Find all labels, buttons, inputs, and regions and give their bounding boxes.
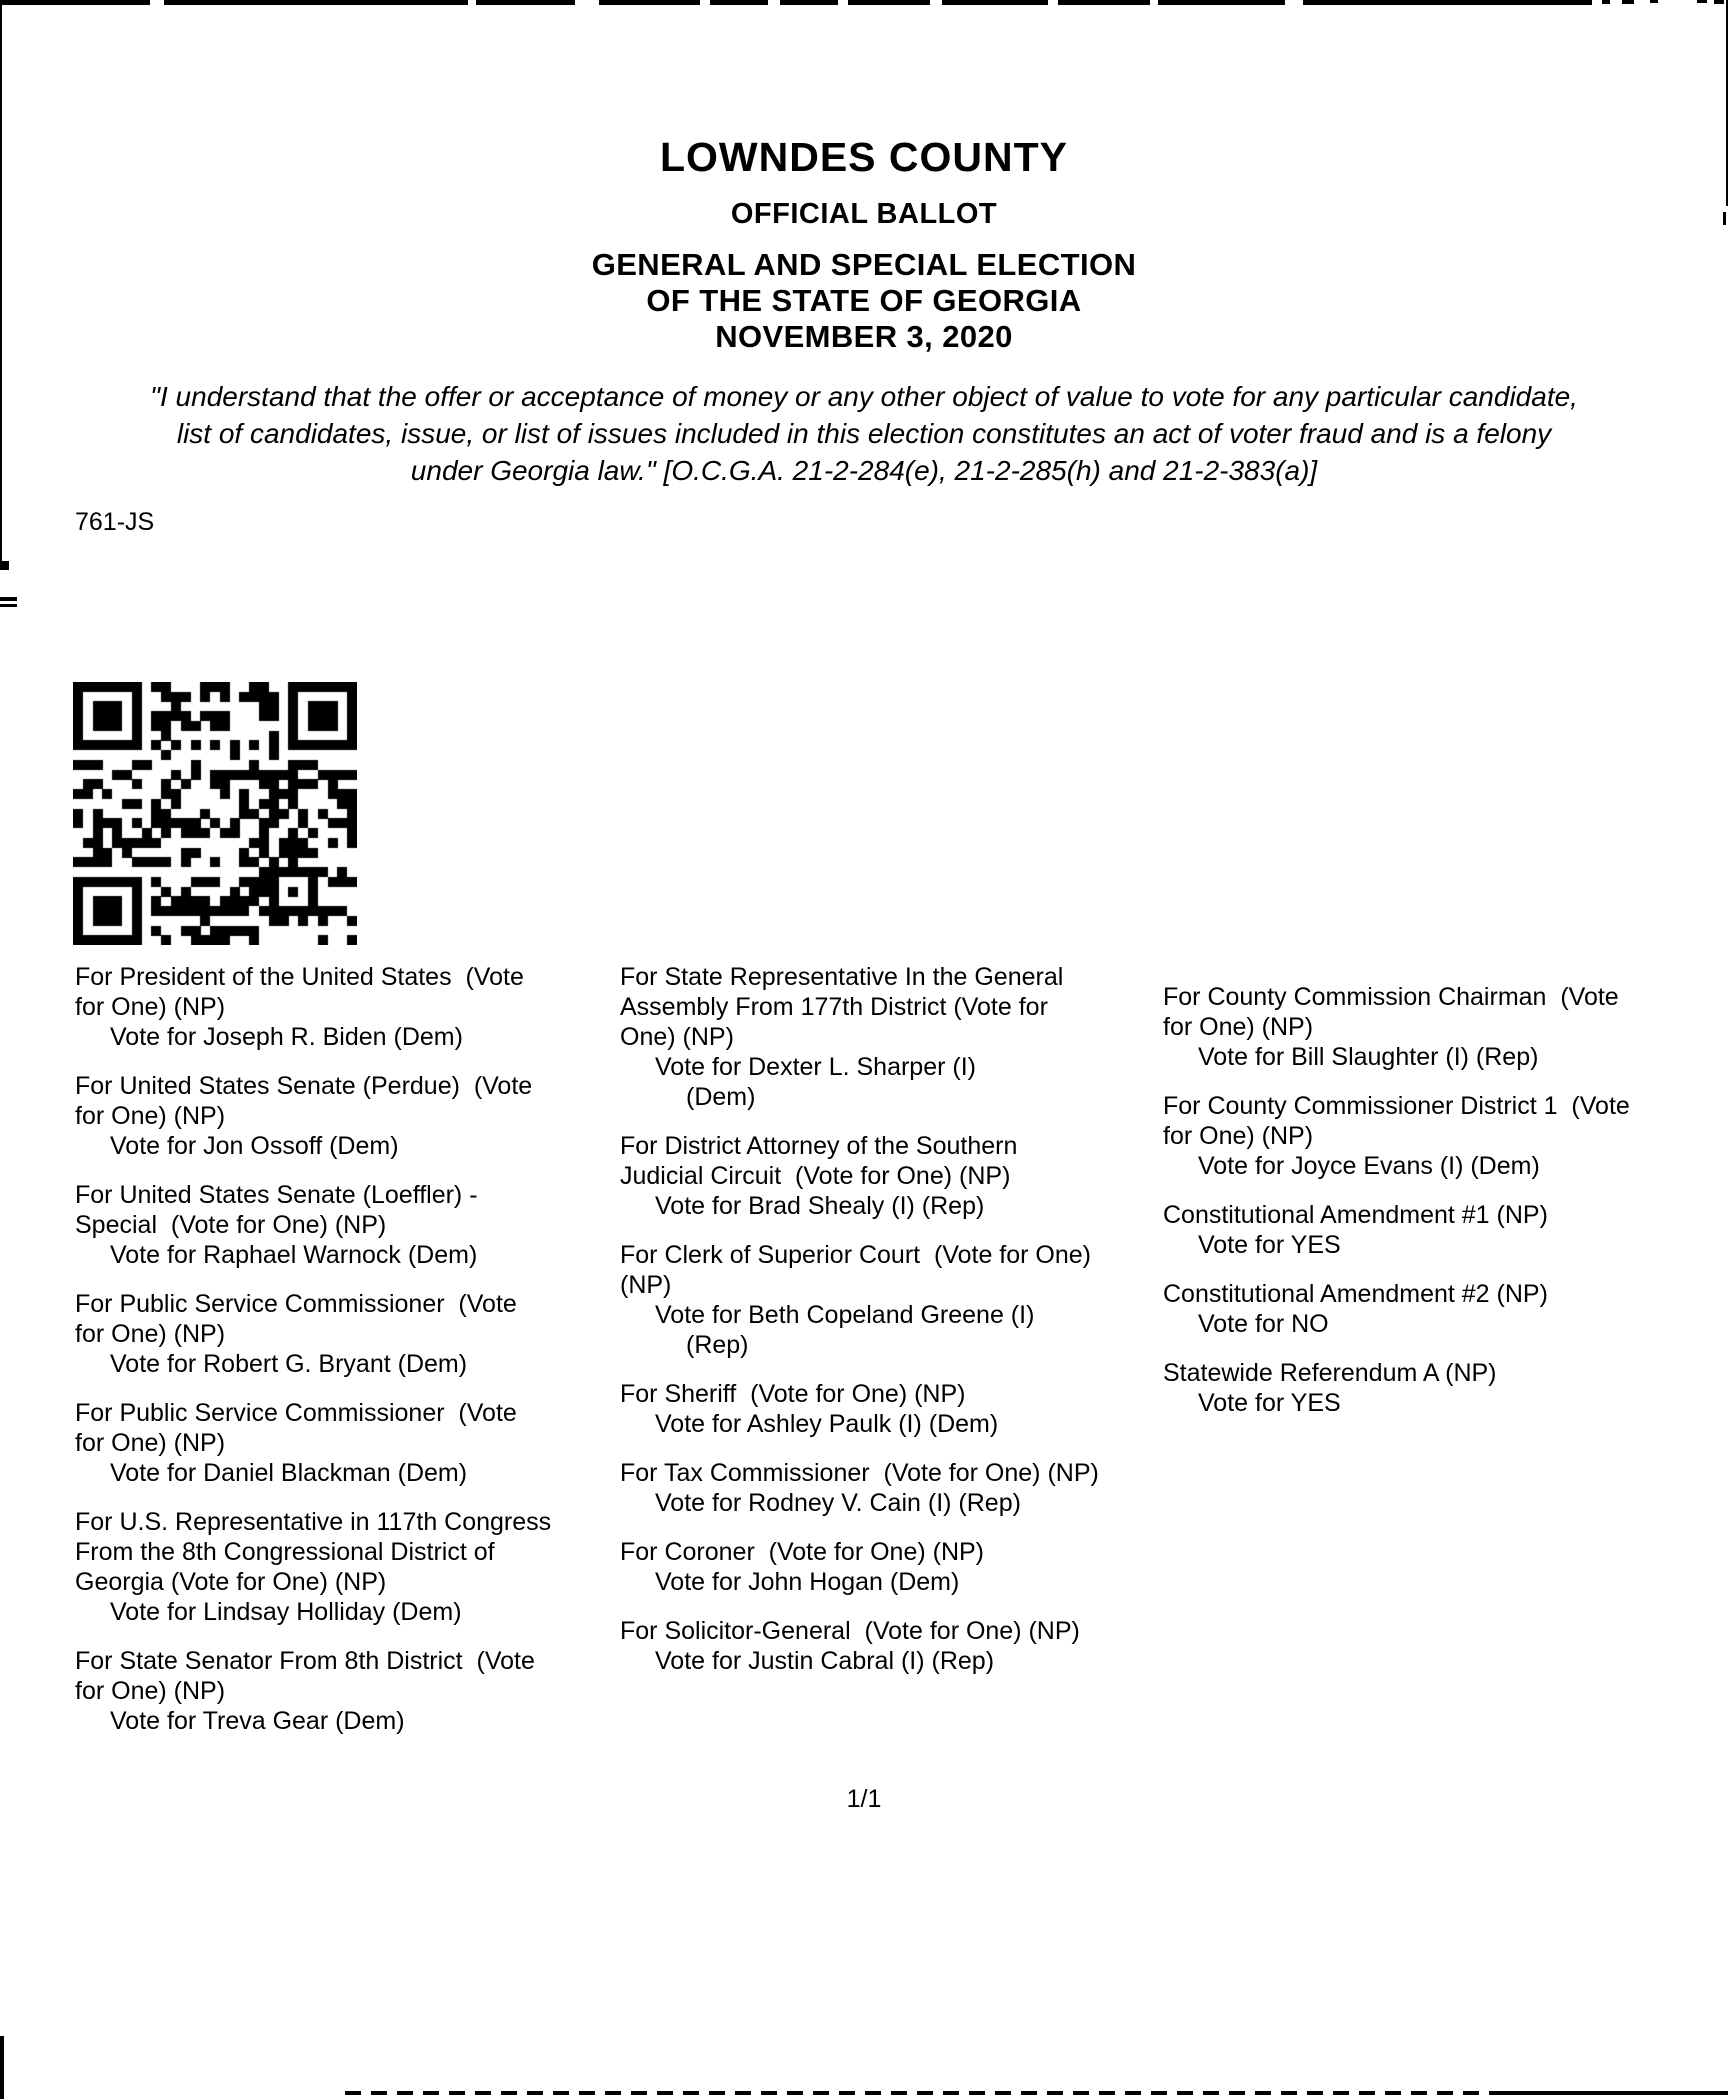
contest-title: For United States Senate (Loeffler) - Special (Vote for One) (NP) <box>75 1181 478 1239</box>
contest-selection: Vote for Ashley Paulk (I) (Dem) <box>655 1410 999 1438</box>
contest-selection: Vote for Rodney V. Cain (I) (Rep) <box>655 1489 1021 1517</box>
contest-selection: Vote for Joseph R. Biden (Dem) <box>110 1023 463 1051</box>
contest-title: For Tax Commissioner (Vote for One) (NP) <box>620 1459 1099 1487</box>
election-title <box>0 247 1728 355</box>
contest-title: For Public Service Commissioner (Vote for One) (NP) <box>75 1399 517 1457</box>
contest <box>620 1131 1180 1221</box>
contest <box>75 1071 645 1161</box>
contest-title: For County Commissioner District 1 (Vote for One) (NP) <box>1163 1092 1630 1150</box>
contest <box>620 1379 1180 1439</box>
election-title-line: NOVEMBER 3, 2020 <box>715 319 1013 354</box>
contest <box>1163 1279 1728 1339</box>
contest-title: For President of the United States (Vote for One) (NP) <box>75 963 524 1021</box>
voter-fraud-disclaimer: "I understand that the offer or acceptance of money or any other object of value to vote for any particular candidate, list of candidates, issue, or list of issues included in this election constitutes an act of voter fraud and is a felony under Georgia law." [O.C.G.A. 21-2-284(e), 21-2-285(h) and 21-2-383(a)] <box>150 381 1578 486</box>
contest-selection: Vote for Bill Slaughter (I) (Rep) <box>1198 1043 1539 1071</box>
contest <box>620 1458 1180 1518</box>
contest-selection: Vote for Daniel Blackman (Dem) <box>110 1459 468 1487</box>
election-title-line: GENERAL AND SPECIAL ELECTION <box>591 247 1137 282</box>
ballot-style-code: 761-JS <box>75 508 155 536</box>
ballot-column-1 <box>75 962 645 1755</box>
contest <box>620 1616 1180 1676</box>
contest-title: For State Representative In the General Assembly From 177th District (Vote for One) (NP) <box>620 963 1064 1051</box>
contest-selection: Vote for Jon Ossoff (Dem) <box>110 1132 399 1160</box>
contest <box>1163 1200 1728 1260</box>
contest-title: For Clerk of Superior Court (Vote for One) (NP) <box>620 1241 1092 1299</box>
contest-selection: Vote for Robert G. Bryant (Dem) <box>110 1350 468 1378</box>
ballot-type-title: OFFICIAL BALLOT <box>730 198 998 230</box>
contest-title: Constitutional Amendment #2 (NP) <box>1163 1280 1548 1308</box>
contest-selection: Vote for NO <box>1198 1310 1329 1338</box>
contest-selection: Vote for Treva Gear (Dem) <box>110 1707 405 1735</box>
contest <box>75 1646 645 1736</box>
contest-title: For State Senator From 8th District (Vote for One) (NP) <box>75 1647 535 1705</box>
contest-selection: Vote for Brad Shealy (I) (Rep) <box>655 1192 985 1220</box>
contest <box>75 1507 645 1627</box>
contest-title: For U.S. Representative in 117th Congress From the 8th Congressional District of Georgia (Vote for One) (NP) <box>75 1508 552 1596</box>
contest-selection: Vote for Raphael Warnock (Dem) <box>110 1241 478 1269</box>
contest-selection: Vote for Joyce Evans (I) (Dem) <box>1198 1152 1540 1180</box>
contest <box>620 1240 1180 1360</box>
contest-title: For Sheriff (Vote for One) (NP) <box>620 1380 966 1408</box>
contest-title: For Coroner (Vote for One) (NP) <box>620 1538 985 1566</box>
contest-selection: Vote for YES <box>1198 1389 1341 1417</box>
ballot-column-3 <box>1163 962 1728 1437</box>
contest-title: For United States Senate (Perdue) (Vote for One) (NP) <box>75 1072 533 1130</box>
ballot-column-2 <box>620 962 1180 1695</box>
contest <box>75 1289 645 1379</box>
county-title: LOWNDES COUNTY <box>659 134 1069 180</box>
contest <box>75 1398 645 1488</box>
contest <box>75 1180 645 1270</box>
contest-selection: Vote for Dexter L. Sharper (I) (Dem) <box>655 1053 976 1111</box>
contest-title: For Solicitor-General (Vote for One) (NP) <box>620 1617 1080 1645</box>
contest <box>1163 982 1728 1072</box>
contest <box>620 1537 1180 1597</box>
page-number: 1/1 <box>846 1785 882 1813</box>
contest-title: For District Attorney of the Southern Judicial Circuit (Vote for One) (NP) <box>620 1132 1018 1190</box>
contest-title: For County Commission Chairman (Vote for One) (NP) <box>1163 983 1619 1041</box>
contest-selection: Vote for Lindsay Holliday (Dem) <box>110 1598 462 1626</box>
contest-title: Constitutional Amendment #1 (NP) <box>1163 1201 1548 1229</box>
contest-selection: Vote for Justin Cabral (I) (Rep) <box>655 1647 995 1675</box>
contest-title: Statewide Referendum A (NP) <box>1163 1359 1497 1387</box>
contest <box>75 962 645 1052</box>
contest-selection: Vote for Beth Copeland Greene (I) (Rep) <box>655 1301 1035 1359</box>
contest <box>620 962 1180 1112</box>
contest-title: For Public Service Commissioner (Vote for One) (NP) <box>75 1290 517 1348</box>
contest <box>1163 1091 1728 1181</box>
contest-selection: Vote for John Hogan (Dem) <box>655 1568 960 1596</box>
qr-code <box>73 682 357 945</box>
election-title-line: OF THE STATE OF GEORGIA <box>646 283 1082 318</box>
contest <box>1163 1358 1728 1418</box>
contest-selection: Vote for YES <box>1198 1231 1341 1259</box>
